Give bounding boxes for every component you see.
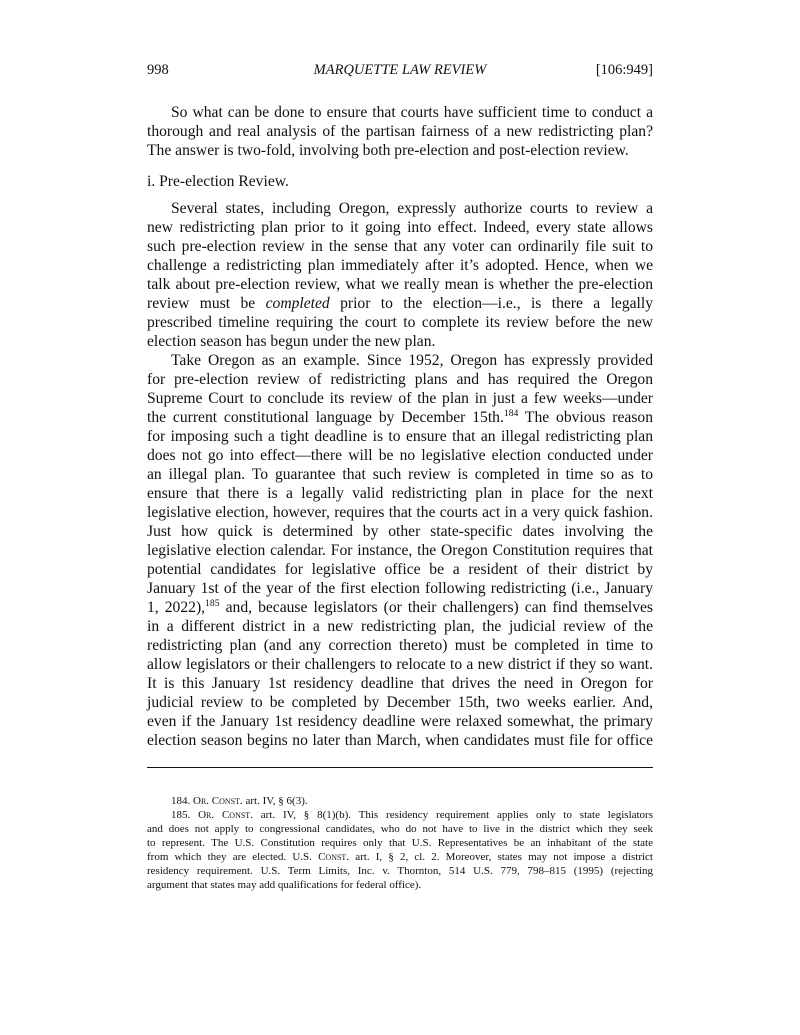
text-line (147, 712, 653, 731)
text-run: allow legislators or their challengers to relocate to a new district if they so want. (147, 656, 653, 673)
journal-title: MARQUETTE LAW REVIEW (313, 62, 487, 78)
text-line (147, 864, 653, 878)
text-line (147, 256, 653, 275)
emphasis: completed (265, 295, 330, 312)
text-run: for imposing such a tight deadline is to ensure that an illegal redistricting plan (147, 428, 653, 445)
text-run: does not go into effect—there will be no legislative election conducted under (147, 447, 653, 464)
text-line (147, 141, 653, 160)
text-run: election season begins no later than March, when candidates must file for office (147, 732, 653, 749)
text-line (147, 199, 653, 218)
footnote-divider (147, 767, 653, 768)
text-line (147, 408, 653, 427)
text-line (147, 836, 653, 850)
text-run: Supreme Court to conclude its review of the plan in just a few weeks—under (147, 390, 653, 407)
text-run: 185. (171, 809, 199, 821)
text-line (147, 674, 653, 693)
page-number: 998 (147, 62, 169, 78)
text-run: 184. (171, 795, 193, 807)
text-line (147, 522, 653, 541)
text-run: redistricting plan (and any correction thereto) must be completed in time to (147, 637, 653, 654)
text-line (147, 617, 653, 636)
text-run: i. Pre-election Review. (147, 173, 289, 190)
text-run: art. I, § 2, cl. 2. Moreover, states may not impose a district (349, 851, 653, 863)
text-run: Take Oregon as an example. Since 1952, Oregon has expressly provided (171, 352, 653, 369)
text-line (147, 598, 653, 617)
paragraph (147, 103, 653, 160)
text-line (147, 878, 653, 892)
text-run: art. IV, § 6(3). (242, 795, 308, 807)
text-line (147, 465, 653, 484)
text-line (147, 351, 653, 370)
citation-source: Const. (318, 851, 350, 863)
text-run: talk about pre-election review, what we really mean is whether the pre-election (147, 276, 653, 293)
text-line (147, 794, 653, 808)
text-line (147, 122, 653, 141)
text-line (147, 313, 653, 332)
text-run: and does not apply to congressional candidates, who do not have to live in the district which they seek (147, 823, 653, 835)
text-line (147, 389, 653, 408)
text-run: review must be (147, 295, 266, 312)
text-run: 1, 2022), (147, 599, 206, 616)
text-line (147, 541, 653, 560)
text-line (147, 218, 653, 237)
text-line (147, 484, 653, 503)
citation-source: Or. Const. (193, 795, 243, 807)
footnote-reference: 185 (205, 598, 220, 610)
text-run: judicial review to be completed by December 15th, two weeks earlier. And, (147, 694, 653, 711)
text-run: Several states, including Oregon, expressly authorize courts to review a (171, 200, 653, 217)
paragraph (147, 351, 653, 750)
text-run: So what can be done to ensure that courts have sufficient time to conduct a (171, 104, 653, 121)
text-line (147, 693, 653, 712)
text-run: challenge a redistricting plan immediately after it’s adopted. Hence, when we (147, 257, 653, 274)
text-run: legislative election, however, requires that the courts act in a very quick fashion. (147, 504, 653, 521)
running-header (147, 60, 653, 80)
text-run: new redistricting plan prior to it going into effect. Indeed, every state allows (147, 219, 653, 236)
text-run: prior to the election—i.e., is there a legally (329, 295, 654, 312)
text-line (147, 446, 653, 465)
text-run: It is this January 1st residency deadline that drives the need in Oregon for (147, 675, 653, 692)
text-line (147, 427, 653, 446)
text-line (147, 275, 653, 294)
text-line (147, 172, 653, 191)
text-run: in a different district in a new redistricting plan, the judicial review of the (147, 618, 653, 635)
text-run: January 1st of the year of the first election following redistricting (i.e., January (147, 580, 653, 597)
text-run: The obvious reason (518, 409, 653, 426)
text-run: for pre-election review of redistricting plans and has required the Oregon (147, 371, 653, 388)
text-line (147, 332, 653, 351)
text-run: art. IV, § 8(1)(b). This residency requirement applies only to state legislators (252, 809, 654, 821)
text-line (147, 808, 653, 822)
text-run: and, because legislators (or their challengers) can find themselves (219, 599, 653, 616)
text-run: potential candidates for legislative office be a resident of their district by (147, 561, 653, 578)
body-text (147, 103, 653, 750)
text-line (147, 636, 653, 655)
text-line (147, 822, 653, 836)
text-run: from which they are elected. U.S. (147, 851, 319, 863)
text-run: argument that states may add qualifications for federal office). (147, 879, 422, 891)
text-run: The answer is two-fold, involving both pre-election and post-election review. (147, 142, 629, 159)
footnote (147, 794, 653, 808)
text-run: election season has begun under the new plan. (147, 333, 436, 350)
text-run: Just how quick is determined by other state-specific dates involving the (147, 523, 653, 540)
citation: [106:949] (595, 62, 653, 78)
text-line (147, 103, 653, 122)
footnotes (147, 794, 653, 892)
text-line (147, 294, 653, 313)
text-run: residency requirement. U.S. Term Limits, Inc. v. Thornton, 514 U.S. 779, 798–815 (1995) (rejecting (147, 865, 653, 877)
text-run: ensure that there is a legally valid redistricting plan in place for the next (147, 485, 653, 502)
text-line (147, 560, 653, 579)
footnote (147, 808, 653, 892)
text-line (147, 579, 653, 598)
text-run: legislative election calendar. For instance, the Oregon Constitution requires that (147, 542, 653, 559)
text-run: such pre-election review in the sense that any voter can ordinarily file suit to (147, 238, 653, 255)
text-line (147, 370, 653, 389)
text-line (147, 850, 653, 864)
text-run: prescribed timeline requiring the court to complete its review before the new (147, 314, 653, 331)
text-run: the current constitutional language by December 15th. (147, 409, 504, 426)
text-run: even if the January 1st residency deadline were relaxed somewhat, the primary (147, 713, 653, 730)
text-run: to represent. The U.S. Constitution requires only that U.S. Representatives be an inhabitant of the state (147, 837, 653, 849)
text-line (147, 503, 653, 522)
text-run: an illegal plan. To guarantee that such review is completed in time so as to (147, 466, 653, 483)
footnote-reference: 184 (503, 408, 519, 420)
text-line (147, 731, 653, 750)
paragraph (147, 199, 653, 351)
text-line (147, 655, 653, 674)
citation-source: Or. Const. (198, 809, 253, 821)
text-run: thorough and real analysis of the partisan fairness of a new redistricting plan? (147, 123, 653, 140)
text-line (147, 237, 653, 256)
section-heading (147, 172, 653, 191)
